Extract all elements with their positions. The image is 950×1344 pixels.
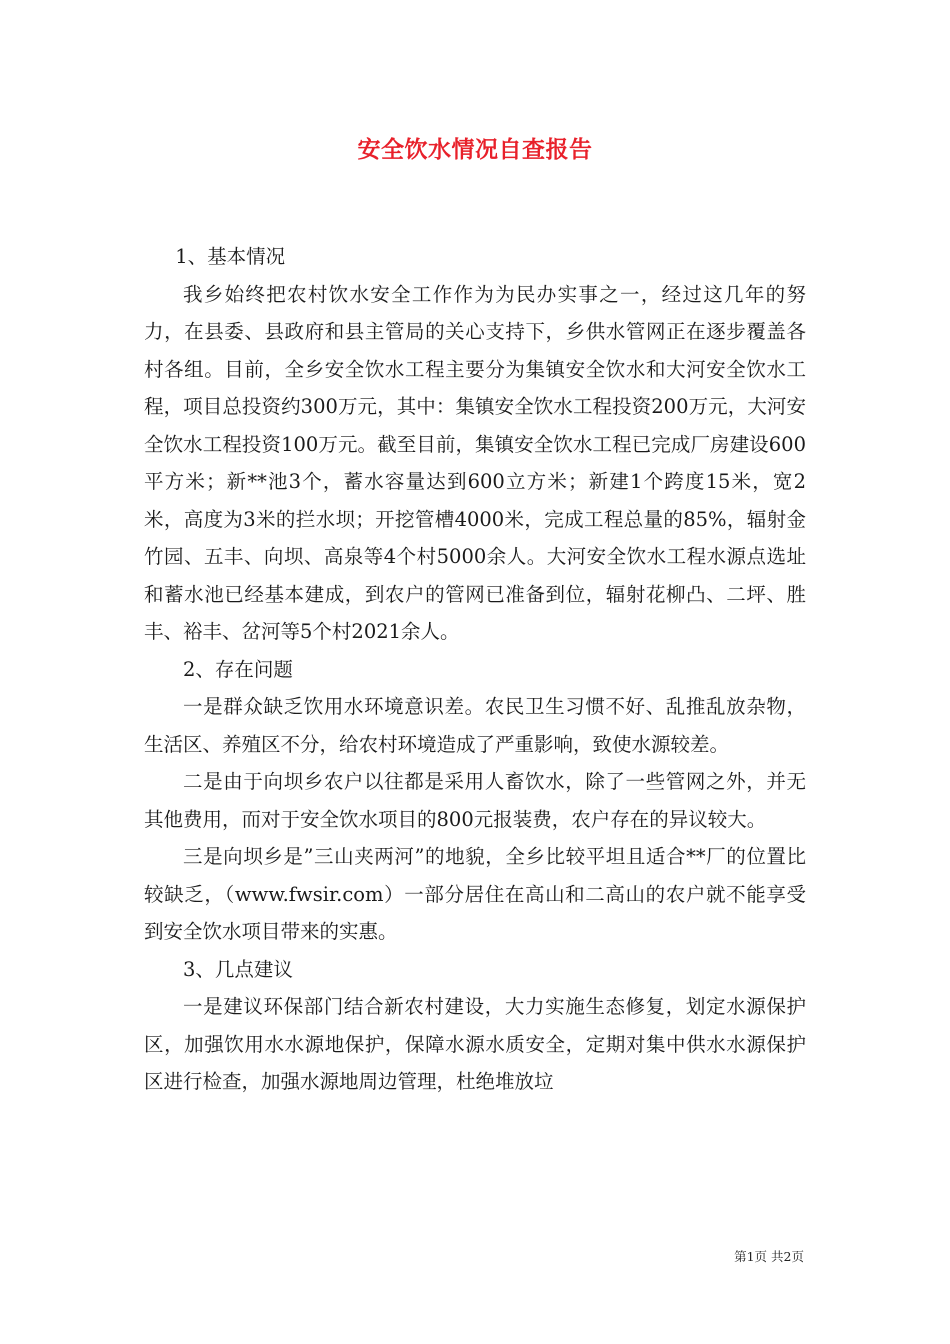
footer-suffix: 页 xyxy=(791,1249,804,1264)
paragraph: 三是向坝乡是”三山夹两河”的地貌，全乡比较平坦且适合**厂的位置比较缺乏，（www.fwsir.com）一部分居住在高山和二高山的农户就不能享受到安全饮水项目带来的实惠。 xyxy=(144,845,806,943)
paragraph: 一是建议环保部门结合新农村建设，大力实施生态修复，划定水源保护区，加强饮用水水源地保护，保障水源水质安全，定期对集中供水水源保护区进行检查，加强水源地周边管理，杜绝堆放垃 xyxy=(144,995,806,1093)
section-heading: 1、基本情况 xyxy=(175,245,286,268)
paragraph: 二是由于向坝乡农户以往都是采用人畜饮水，除了一些管网之外，并无其他费用，而对于安全饮水项目的800元报装费，农户存在的异议较大。 xyxy=(144,770,806,831)
section-heading: 2、存在问题 xyxy=(183,657,293,681)
footer-current-page: 1 xyxy=(746,1249,755,1264)
page-number-footer xyxy=(734,1248,804,1266)
footer-middle: 页 共 xyxy=(754,1249,784,1264)
paragraph: 我乡始终把农村饮水安全工作作为为民办实事之一，经过这几年的努力，在县委、县政府和县主管局的关心支持下，乡供水管网正在逐步覆盖各村各组。目前，全乡安全饮水工程主要分为集镇安全饮水和大河安全饮水工程，项目总投资约300万元，其中：集镇安全饮水工程投资200万元，大河安全饮水工程投资100万元。截至目前，集镇安全饮水工程已完成厂房建设600平方米；新**池3个，蓄水容量达到600立方米；新建1个跨度15米，宽2米，高度为3米的拦水坝；开挖管槽4000米，完成工程总量的85%，辐射金竹园、五丰、向坝、高泉等4个村5000余人。大河安全饮水工程水源点选址和蓄水池已经基本建成，到农户的管网已准备到位，辐射花柳凸、二坪、胜丰、裕丰、岔河等5个村2021余人。 xyxy=(144,282,806,643)
document-title: 安全饮水情况自查报告 xyxy=(357,136,593,163)
footer-prefix: 第 xyxy=(734,1249,747,1264)
paragraph: 一是群众缺乏饮用水环境意识差。农民卫生习惯不好、乱推乱放杂物，生活区、养殖区不分，给农村环境造成了严重影响，致使水源较差。 xyxy=(144,695,806,756)
footer-total-pages: 2 xyxy=(783,1249,792,1264)
document-body xyxy=(144,238,806,1101)
section-heading: 3、几点建议 xyxy=(183,957,293,981)
